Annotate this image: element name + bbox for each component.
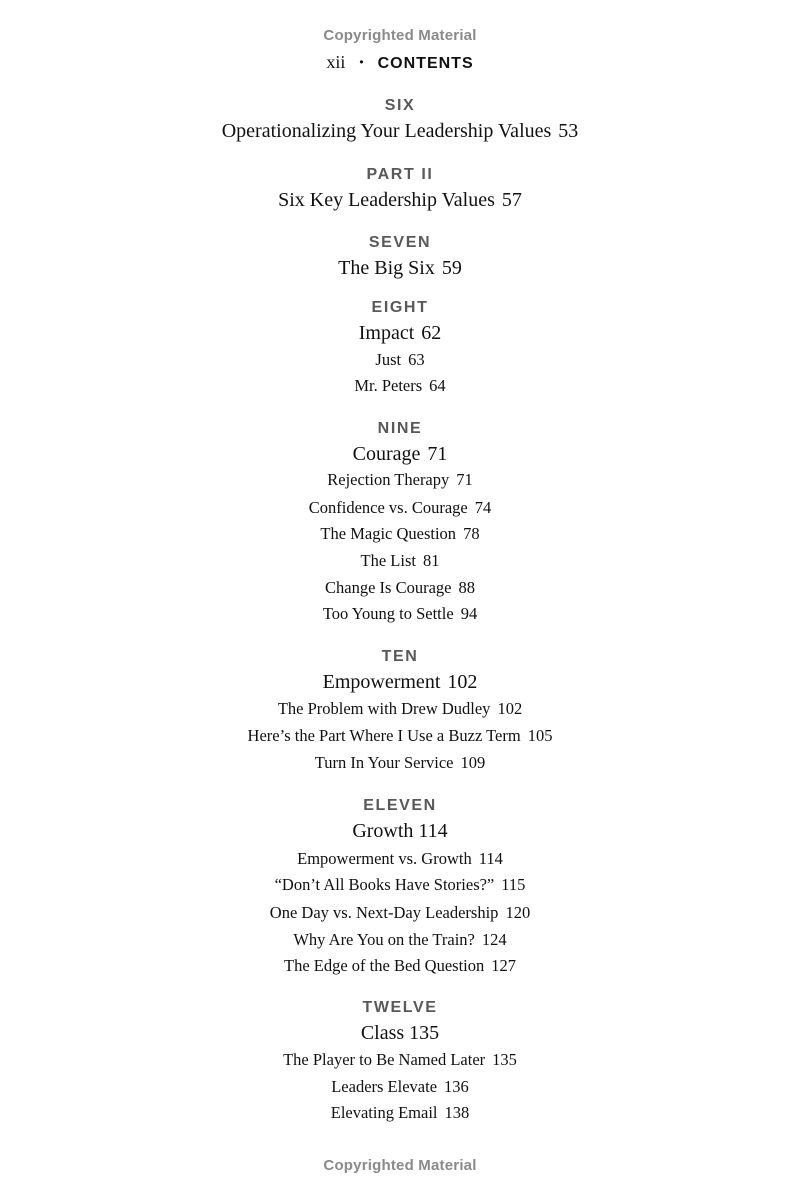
toc-entry[interactable] <box>0 577 800 599</box>
toc-entry-text: Here’s the Part Where I Use a Buzz Term <box>247 726 521 745</box>
page-ref: 115 <box>501 875 526 894</box>
chapter-title-text: Empowerment <box>322 671 441 693</box>
toc-entry[interactable] <box>0 902 800 924</box>
toc-entry-text: The Problem with Drew Dudley <box>277 699 491 718</box>
chapter-heading: TEN <box>381 648 419 665</box>
page-ref: 102 <box>497 699 523 718</box>
toc-entry-text: Change Is Courage <box>325 578 452 597</box>
page-ref: 120 <box>505 903 531 922</box>
toc-entry[interactable] <box>0 1049 800 1071</box>
page-ref: 71 <box>456 470 473 489</box>
page-ref: 105 <box>527 726 553 745</box>
toc-entry[interactable] <box>0 955 800 977</box>
copyright-watermark-bottom: Copyrighted Material <box>323 1157 477 1174</box>
page-ref: 135 <box>409 1022 440 1044</box>
toc-entry[interactable] <box>0 725 800 747</box>
page-ref: 127 <box>491 956 516 975</box>
toc-entry[interactable] <box>0 349 800 371</box>
toc-entry-text: Confidence vs. Courage <box>308 498 468 517</box>
toc-entry[interactable] <box>0 848 800 870</box>
chapter-heading: ELEVEN <box>363 797 437 814</box>
chapter-title-text: Operationalizing Your Leadership Values <box>221 120 552 142</box>
chapter-heading: EIGHT <box>371 299 429 316</box>
page-ref: 53 <box>558 120 579 142</box>
toc-entry-text: Mr. Peters <box>354 376 423 395</box>
page-ref: 64 <box>429 376 446 395</box>
running-head <box>0 52 800 74</box>
chapter-title-text: Courage <box>352 443 421 465</box>
page-ref: 57 <box>501 189 522 211</box>
chapter-heading: SEVEN <box>368 234 432 251</box>
page-ref: 63 <box>408 350 425 369</box>
chapter-title[interactable] <box>0 441 800 467</box>
copyright-watermark-top: Copyrighted Material <box>323 27 477 44</box>
toc-entry-text: The Player to Be Named Later <box>283 1050 486 1069</box>
toc-entry[interactable] <box>0 1076 800 1098</box>
chapter-title[interactable] <box>0 187 800 213</box>
page-ref: 114 <box>418 820 448 842</box>
toc-entry[interactable] <box>0 929 800 951</box>
toc-entry[interactable] <box>0 1102 800 1124</box>
toc-entry-text: The List <box>360 551 416 570</box>
toc-entry-text: Why Are You on the Train? <box>293 930 475 949</box>
toc-entry[interactable] <box>0 523 800 545</box>
toc-entry-text: Turn In Your Service <box>314 753 454 772</box>
toc-entry[interactable] <box>0 375 800 397</box>
chapter-title[interactable] <box>0 669 800 695</box>
bullet-separator: • <box>359 55 364 69</box>
toc-entry[interactable] <box>0 497 800 519</box>
toc-entry-text: “Don’t All Books Have Stories?” <box>274 875 495 894</box>
toc-entry[interactable] <box>0 698 800 720</box>
chapter-heading: NINE <box>377 420 423 437</box>
page-ref: 59 <box>441 257 462 279</box>
page-ref: 124 <box>481 930 507 949</box>
page-ref: 94 <box>460 604 478 623</box>
chapter-title-text: Impact <box>358 322 415 344</box>
toc-entry-text: Too Young to Settle <box>322 604 454 623</box>
toc-entry-text: The Magic Question <box>320 524 457 543</box>
chapter-title[interactable] <box>0 255 800 281</box>
toc-entry[interactable] <box>0 469 800 491</box>
toc-entry[interactable] <box>0 550 800 572</box>
page-ref: 74 <box>474 498 492 517</box>
chapter-title[interactable] <box>0 1020 800 1046</box>
chapter-title-text: Class <box>360 1022 405 1044</box>
page-ref: 109 <box>460 753 486 772</box>
chapter-title-text: Growth <box>352 820 414 842</box>
running-head-label: CONTENTS <box>377 55 474 72</box>
page-ref: 136 <box>444 1077 469 1096</box>
toc-entry[interactable] <box>0 752 800 774</box>
page-ref: 81 <box>422 551 440 570</box>
page-ref: 114 <box>478 849 503 868</box>
toc-entry-text: Rejection Therapy <box>327 470 450 489</box>
chapter-title-text: The Big Six <box>338 257 435 279</box>
toc-entry-text: Leaders Elevate <box>331 1077 438 1096</box>
page-ref: 71 <box>427 443 448 465</box>
toc-entry-text: One Day vs. Next-Day Leadership <box>269 903 499 922</box>
page-ref: 135 <box>492 1050 517 1069</box>
chapter-heading: TWELVE <box>362 999 438 1016</box>
chapter-title[interactable] <box>0 118 800 144</box>
chapter-title[interactable] <box>0 818 800 844</box>
page-ref: 102 <box>447 671 478 693</box>
page-ref: 62 <box>421 322 442 344</box>
toc-entry-text: The Edge of the Bed Question <box>284 956 485 975</box>
toc-entry-text: Elevating Email <box>330 1103 438 1122</box>
chapter-title-text: Six Key Leadership Values <box>278 189 495 211</box>
toc-entry-text: Empowerment vs. Growth <box>297 849 472 868</box>
chapter-heading: SIX <box>384 97 416 114</box>
chapter-title[interactable] <box>0 320 800 346</box>
part-heading: PART II <box>366 166 434 183</box>
page-ref: 78 <box>463 524 480 543</box>
toc-entry-text: Just <box>375 350 402 369</box>
toc-entry[interactable] <box>0 874 800 896</box>
toc-entry[interactable] <box>0 603 800 625</box>
page-ref: 138 <box>444 1103 470 1122</box>
page-ref: 88 <box>458 578 475 597</box>
page-number: xii <box>326 52 346 72</box>
